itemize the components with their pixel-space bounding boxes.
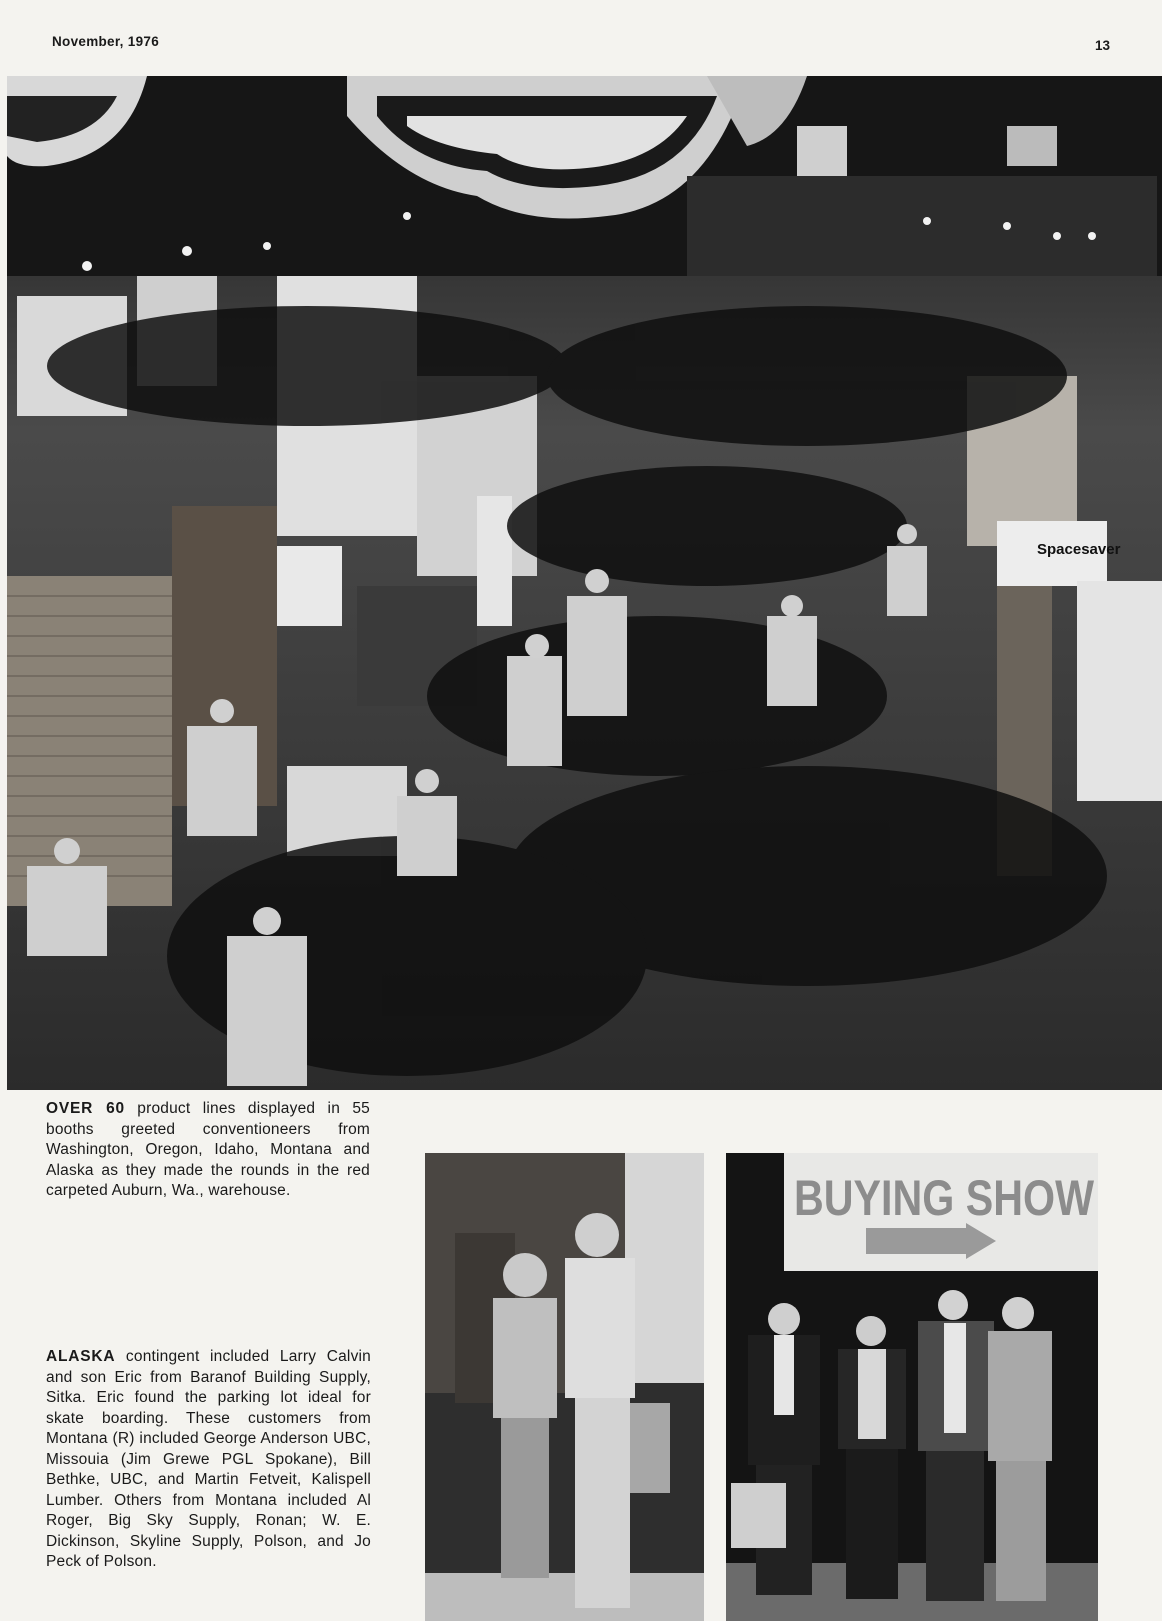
issue-date: November, 1976 [52,34,160,49]
buying-show-banner-text: BUYING SHOW [794,1170,1095,1226]
caption-text: product lines displayed in 55 booths greeted conventioneers from Washington, Oregon, Idaho, Montana and Alaska as they made the rounds in the red carpeted Auburn, Wa., warehouse. [46,1100,371,1199]
caption-lead: ALASKA [46,1348,116,1365]
alaska-contingent-photo [425,1153,704,1621]
caption-lead: OVER 60 [46,1100,125,1117]
caption-convention-floor [46,1099,370,1202]
spacesaver-sign-text: Spacesaver [1037,541,1121,558]
convention-floor-photo [7,76,1162,1090]
caption-alaska-montana [46,1347,371,1573]
montana-customers-photo [726,1153,1098,1621]
caption-text: contingent included Larry Calvin and son Eric from Baranof Building Supply, Sitka. Eric found the parking lot ideal for skate boarding. These customers from Montana (R) included George Anderson UBC, Missouia (Jim Grewe PGL Spokane), Bill Bethke, UBC, and Martin Fetveit, Kalispell Lumber. Others from Montana included Al Roger, Big Sky Supply, Ronan; W. E. Dickinson, Skyline Supply, Polson, and Jo Peck of Polson. [46,1348,371,1570]
page-number: 13 [1094,38,1110,53]
